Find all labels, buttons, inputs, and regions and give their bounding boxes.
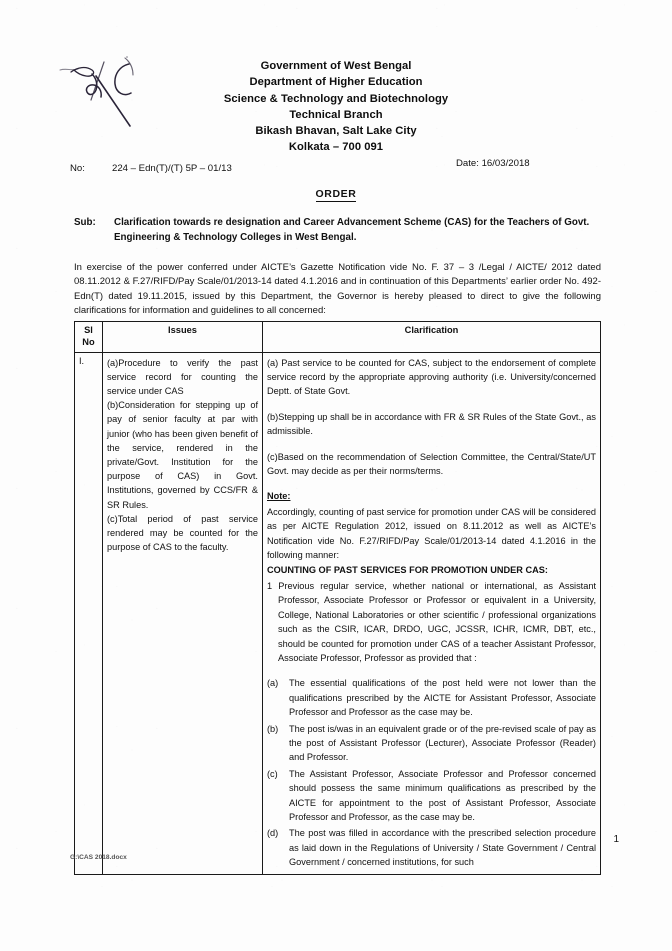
file-path-footer: G:\CAS 2018.docx <box>70 854 127 861</box>
counting-heading: COUNTING OF PAST SERVICES FOR PROMOTION UNDER CAS: <box>267 565 548 576</box>
order-date: Date: 16/03/2018 <box>456 158 530 169</box>
order-heading-text: ORDER <box>315 188 357 200</box>
subject-block <box>74 216 604 245</box>
row-issues <box>103 352 263 874</box>
note-text: Accordingly, counting of past service for promotion under CAS will be considered as per AICTE Regulation 2012, issued on 8.11.2012 as well as AICTE’s Notification vide No. F.27/RIFD/Pay Scale/01/2013-14 dated 4.1.2016 in the following manner: <box>267 506 596 561</box>
table-header-row <box>75 322 601 353</box>
subject-text: Clarification towards re designation and Career Advancement Scheme (CAS) for the Teachers of Govt. Engineering & Technology Colleges in West Bengal. <box>114 217 590 243</box>
column-header-issues: Issues <box>103 322 263 353</box>
clarification-para-a: (a) Past service to be counted for CAS, subject to the endorsement of complete service record by the appropriate approving authority (i.e. University/concerned Deptt. of State Govt. <box>267 357 596 397</box>
note-label-wrapper <box>267 489 596 503</box>
sub-item-a-marker: (a) <box>267 678 279 689</box>
issue-item-a: (a)Procedure to verify the past service record for counting the service under CAS <box>107 357 258 396</box>
row-clarification <box>263 352 601 874</box>
page-number: 1 <box>613 834 619 845</box>
sub-item-b-text: The post is/was in an equivalent grade or of the pre-revised scale of pay as the post of Assistant Professor (Lecturer), Associate Professor (Reader) and Professor. <box>289 723 596 763</box>
sub-item-c-marker: (c) <box>267 768 278 779</box>
letterhead-line-1: Government of West Bengal <box>260 60 412 72</box>
letterhead-line-4: Technical Branch <box>289 108 383 121</box>
sub-item-d <box>267 826 596 869</box>
column-header-clarification: Clarification <box>263 322 601 353</box>
sub-item-a <box>267 676 596 719</box>
sub-item-b-marker: (b) <box>267 723 279 734</box>
issue-item-c: (c)Total period of past service rendered may be counted for the purpose of CAS to the faculty. <box>107 513 258 553</box>
row-sl-no: I. <box>75 352 103 874</box>
issue-item-b: (b)Consideration for stepping up of pay of senior faculty at par with junior (who has been given benefit of the service, rendered in the private/Govt. Institution for the purpose of CAS) in Govt. Institutions, governed by CCS/FR & SR Rules. <box>107 400 258 510</box>
clarification-table <box>74 321 601 875</box>
reference-no-value: 224 – Edn(T)/(T) 5P – 01/13 <box>112 163 232 174</box>
sub-item-d-marker: (d) <box>267 828 279 839</box>
clarification-para-b: (b)Stepping up shall be in accordance with FR & SR Rules of the State Govt., as admissible. <box>267 411 596 437</box>
numbered-item-1: 1 Previous regular service, whether national or international, as Assistant Professor, Associate Professor or Professor or equivalent in a University, College, National Laboratories or other scientific / professional organizations such as the CSIR, ICAR, DRDO, UGC, JCSSR, ICHR, ICMR, DBT, etc., should be counted for promotion under CAS of a teacher Assistant Professor, Associate Professor, Professor as provided that : <box>267 580 596 663</box>
sub-item-c-text: The Assistant Professor, Associate Professor and Professor concerned should possess the same minimum qualifications as prescribed by the AICTE for appointment to the post of Assistant Professor, Associate Professor and Professor, as the case may be. <box>289 768 596 822</box>
reference-no-label: No: <box>70 163 85 174</box>
note-label: Note: <box>267 491 291 502</box>
preamble-paragraph: In exercise of the power conferred under AICTE’s Gazette Notification vide No. F. 37 – 3 /Legal / AICTE/ 2012 dated 08.11.2012 & F.27/RIFD/Pay Scale/01/2013-14 dated 4.1.2016 and in continuation of this Departments’ earlier order No. 492-Edn(T) dated 19.11.2015, issued by this Department, the Governor is hereby pleased to direct to give the following clarifications for information and guidelines to all concerned: <box>74 262 601 316</box>
column-header-sl-line1: Sl <box>84 325 93 335</box>
letterhead-line-2: Department of Higher Education <box>249 76 423 89</box>
table-row <box>75 352 601 874</box>
sub-item-c <box>267 767 596 825</box>
letterhead-line-6: Kolkata – 700 091 <box>288 141 384 154</box>
letterhead <box>0 58 672 156</box>
column-header-sl-line2: No <box>82 337 95 348</box>
order-heading <box>0 188 672 200</box>
reference-row <box>70 158 610 174</box>
letterhead-line-3: Science & Technology and Biotechnology <box>223 92 449 105</box>
column-header-sl-no <box>75 322 103 353</box>
clarification-para-c: (c)Based on the recommendation of Selection Committee, the Central/State/UT Govt. may decide as per their norms/terms. <box>267 451 596 477</box>
sub-item-a-text: The essential qualifications of the post held were not lower than the qualifications prescribed by the AICTE for Assistant Professor, Associate Professor and Professor as the case may be. <box>289 678 596 718</box>
subject-label: Sub: <box>74 217 96 228</box>
letterhead-line-5: Bikash Bhavan, Salt Lake City <box>255 125 417 138</box>
sub-item-b <box>267 722 596 765</box>
sub-item-d-text: The post was filled in accordance with the prescribed selection procedure as laid down in the Regulations of University / State Government / Central Government / concerned institutions, for such <box>289 828 596 868</box>
